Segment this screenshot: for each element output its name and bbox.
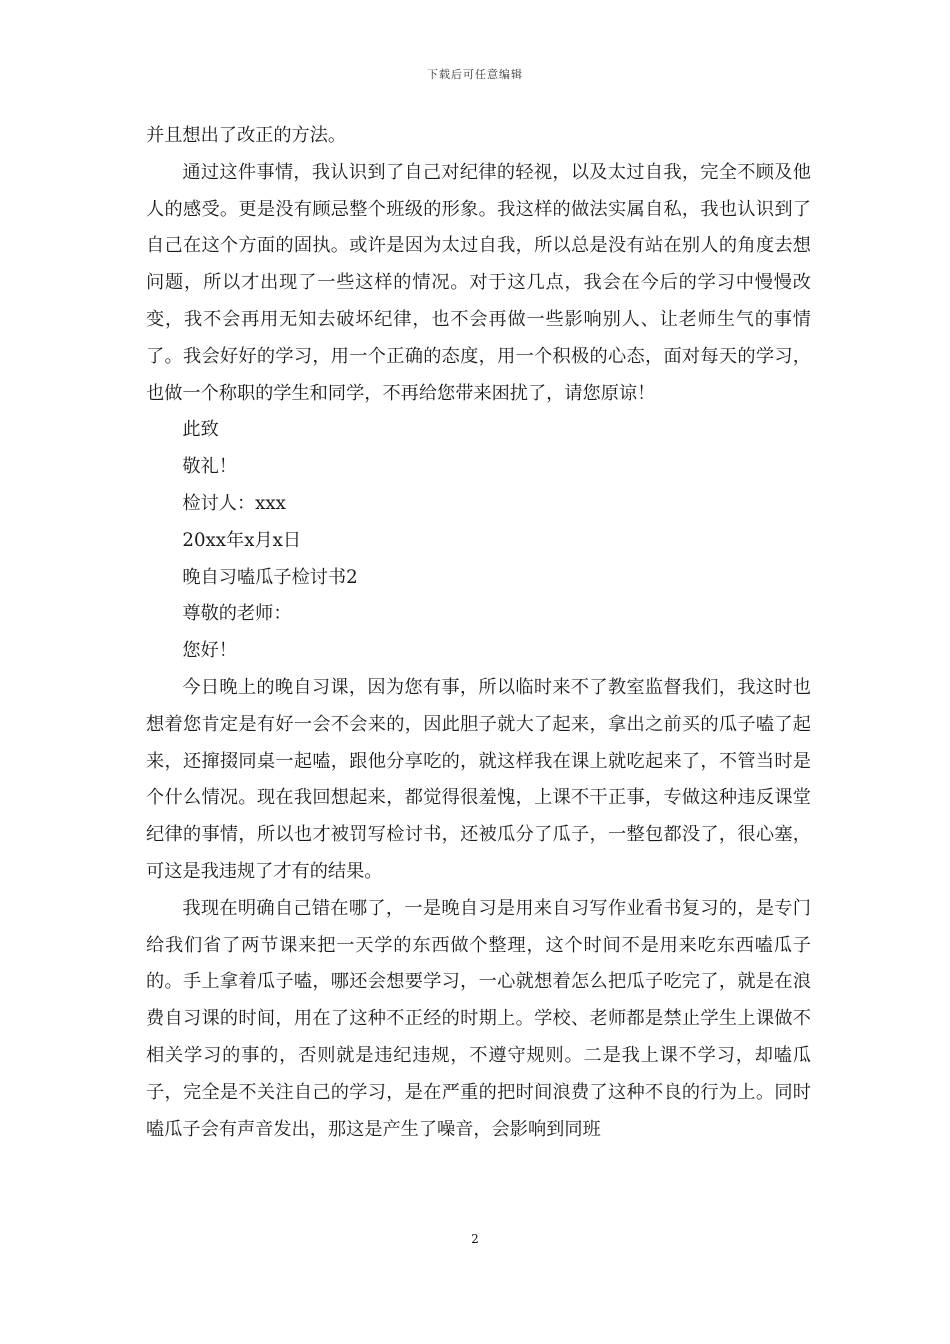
page-number: 2 [471, 1232, 479, 1246]
document-body [146, 118, 811, 1148]
paragraph-reflection: 通过这件事情，我认识到了自己对纪律的轻视，以及太过自我，完全不顾及他人的感受。更是没有顾忌整个班级的形象。我这样的做法实属自私，我也认识到了自己在这个方面的固执。或许是因为太过自我，所以总是没有站在别人的角度去想问题，所以才出现了一些这样的情况。对于这几点，我会在今后的学习中慢慢改变，我不会再用无知去破坏纪律，也不会再做一些影响别人、让老师生气的事情了。我会好好的学习，用一个正确的态度，用一个积极的心态，面对每天的学习，也做一个称职的学生和同学，不再给您带来困扰了，请您原谅！ [146, 161, 811, 404]
section-title: 晚自习嗑瓜子检讨书2 [182, 566, 358, 588]
paragraph-mistakes: 我现在明确自己错在哪了，一是晚自习是用来自习写作业看书复习的，是专门给我们省了两节课来把一天学的东西做个整理，这个时间不是用来吃东西嗑瓜子的。手上拿着瓜子嗑，哪还会想要学习，一心就想着怎么把瓜子吃完了，就是在浪费自习课的时间，用在了这种不正经的时期上。学校、老师都是禁止学生上课做不相关学习的事的，否则就是违纪违规，不遵守规则。二是我上课不学习，却嗑瓜子，完全是不关注自己的学习，是在严重的把时间浪费了这种不良的行为上。同时嗑瓜子会有声音发出，那这是产生了噪音，会影响到同班 [146, 897, 811, 1140]
paragraph-incident: 今日晚上的晚自习课，因为您有事，所以临时来不了教室监督我们，我这时也想着您肯定是有好一会不会来的，因此胆子就大了起来，拿出之前买的瓜子嗑了起来，还撺掇同桌一起嗑，跟他分享吃的，就这样我在课上就吃起来了，不管当时是个什么情况。现在我回想起来，都觉得很羞愧，上课不干正事，专做这种违反课堂纪律的事情，所以也才被罚写检讨书，还被瓜分了瓜子，一整包都没了，很心塞，可这是我违规了才有的结果。 [146, 676, 811, 882]
letter-hello: 您好！ [182, 640, 237, 662]
paragraph-continuation: 并且想出了改正的方法。 [146, 125, 347, 146]
letter-date: 20xx年x月x日 [182, 529, 302, 551]
page-header: 下载后可任意编辑 [427, 68, 523, 81]
letter-closing: 此致 [182, 419, 219, 441]
letter-salute: 敬礼！ [182, 456, 237, 478]
letter-greeting: 尊敬的老师： [182, 603, 292, 625]
letter-signer: 检讨人：xxx [182, 492, 286, 514]
